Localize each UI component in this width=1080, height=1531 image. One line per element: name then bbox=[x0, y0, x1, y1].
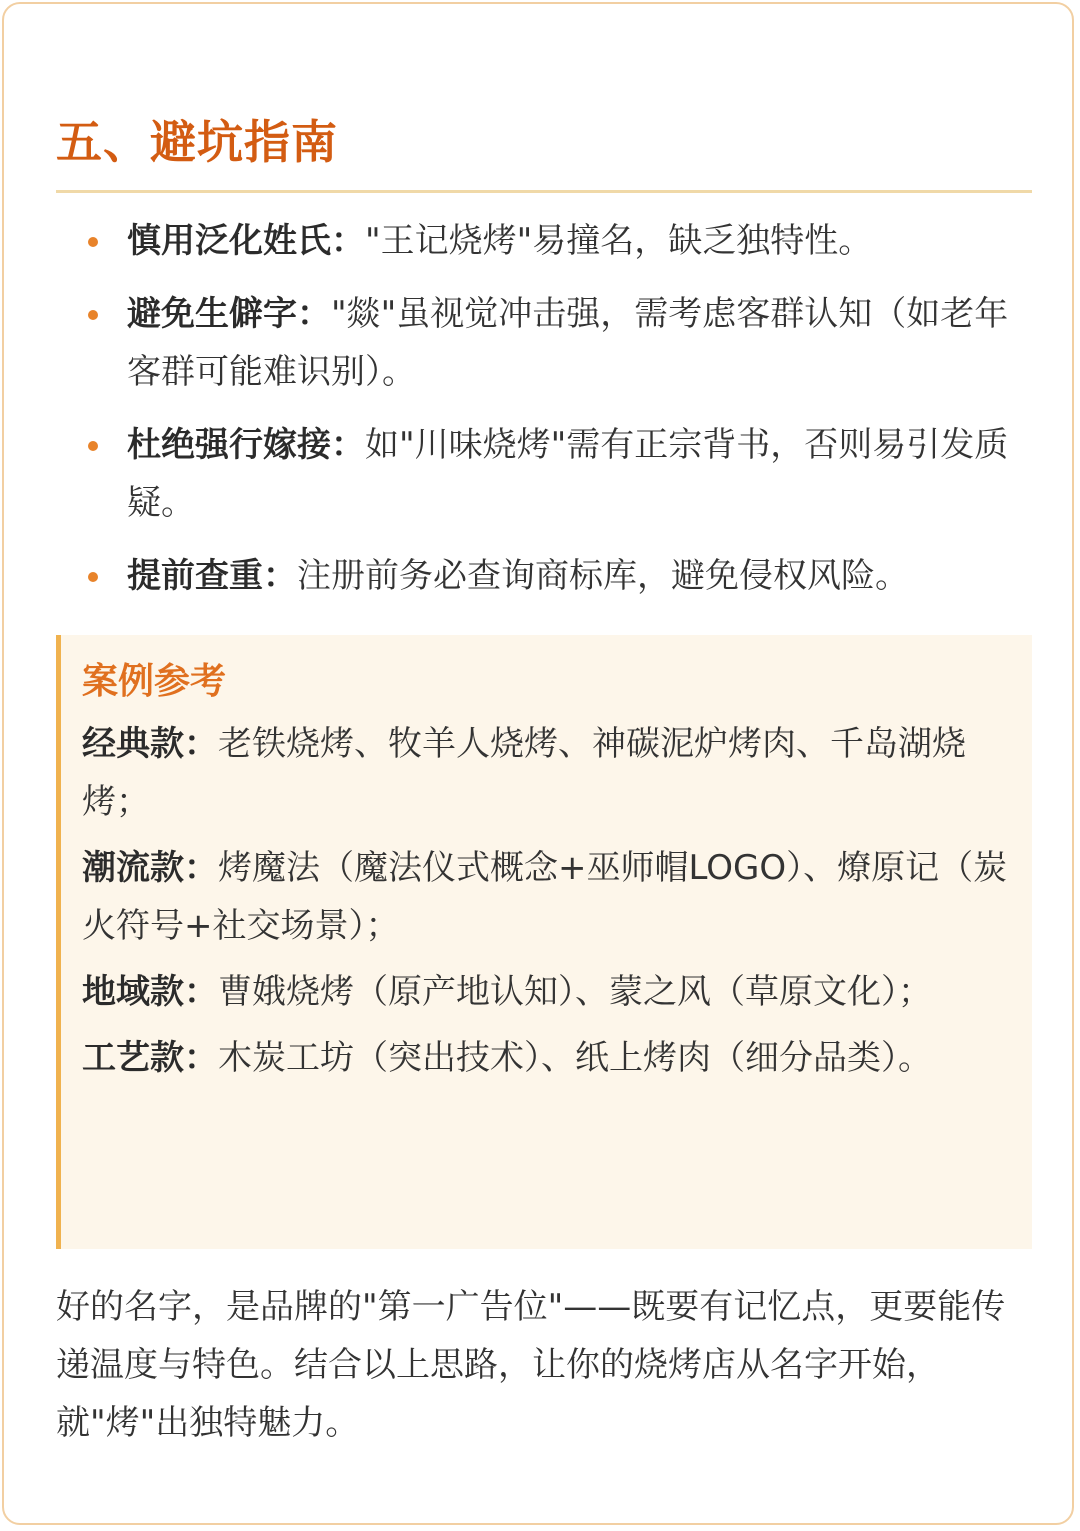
case-label: 工艺款： bbox=[82, 1038, 218, 1078]
case-item bbox=[82, 1029, 1012, 1087]
case-reference-box bbox=[56, 635, 1032, 1249]
tip-label: 提前查重： bbox=[127, 556, 297, 596]
section-heading: 五、避坑指南 bbox=[56, 115, 338, 169]
bullet-dot-icon bbox=[88, 441, 98, 451]
case-text: 木炭工坊（突出技术）、纸上烤肉（细分品类）。 bbox=[218, 1038, 932, 1078]
bullet-dot-icon bbox=[88, 572, 98, 582]
case-item bbox=[82, 839, 1012, 955]
case-item bbox=[82, 963, 1012, 1021]
tip-item bbox=[56, 285, 1032, 401]
case-label: 地域款： bbox=[82, 972, 218, 1012]
closing-paragraph: 好的名字，是品牌的"第一广告位"——既要有记忆点，更要能传递温度与特色。结合以上思路，让你的烧烤店从名字开始，就"烤"出独特魅力。 bbox=[56, 1287, 1006, 1443]
tip-item bbox=[56, 416, 1032, 532]
tip-label: 避免生僻字： bbox=[127, 294, 331, 334]
case-title: 案例参考 bbox=[82, 661, 227, 702]
bullet-dot-icon bbox=[88, 237, 98, 247]
case-text: 老铁烧烤、牧羊人烧烤、神碳泥炉烤肉、千岛湖烧烤； bbox=[82, 724, 966, 822]
case-text: 烤魔法（魔法仪式概念+巫师帽LOGO）、燎原记（炭火符号+社交场景）； bbox=[82, 848, 1008, 946]
tip-text: "燚"虽视觉冲击强，需考虑客群认知（如老年客群可能难识别）。 bbox=[127, 294, 1009, 392]
case-label: 潮流款： bbox=[82, 848, 218, 888]
article-card bbox=[2, 2, 1074, 1525]
tip-label: 慎用泛化姓氏： bbox=[127, 221, 365, 261]
case-text: 曹娥烧烤（原产地认知）、蒙之风（草原文化）； bbox=[218, 972, 932, 1012]
heading-divider bbox=[56, 190, 1032, 193]
tip-item bbox=[56, 547, 1032, 605]
tip-text: "王记烧烤"易撞名，缺乏独特性。 bbox=[365, 221, 873, 261]
bullet-dot-icon bbox=[88, 310, 98, 320]
tips-list bbox=[56, 212, 1032, 620]
tip-text: 注册前务必查询商标库，避免侵权风险。 bbox=[297, 556, 909, 596]
tip-label: 杜绝强行嫁接： bbox=[127, 425, 365, 465]
tip-item bbox=[56, 212, 1032, 270]
case-item bbox=[82, 715, 1012, 831]
case-label: 经典款： bbox=[82, 724, 218, 764]
tip-text: 如"川味烧烤"需有正宗背书，否则易引发质疑。 bbox=[127, 425, 1009, 523]
